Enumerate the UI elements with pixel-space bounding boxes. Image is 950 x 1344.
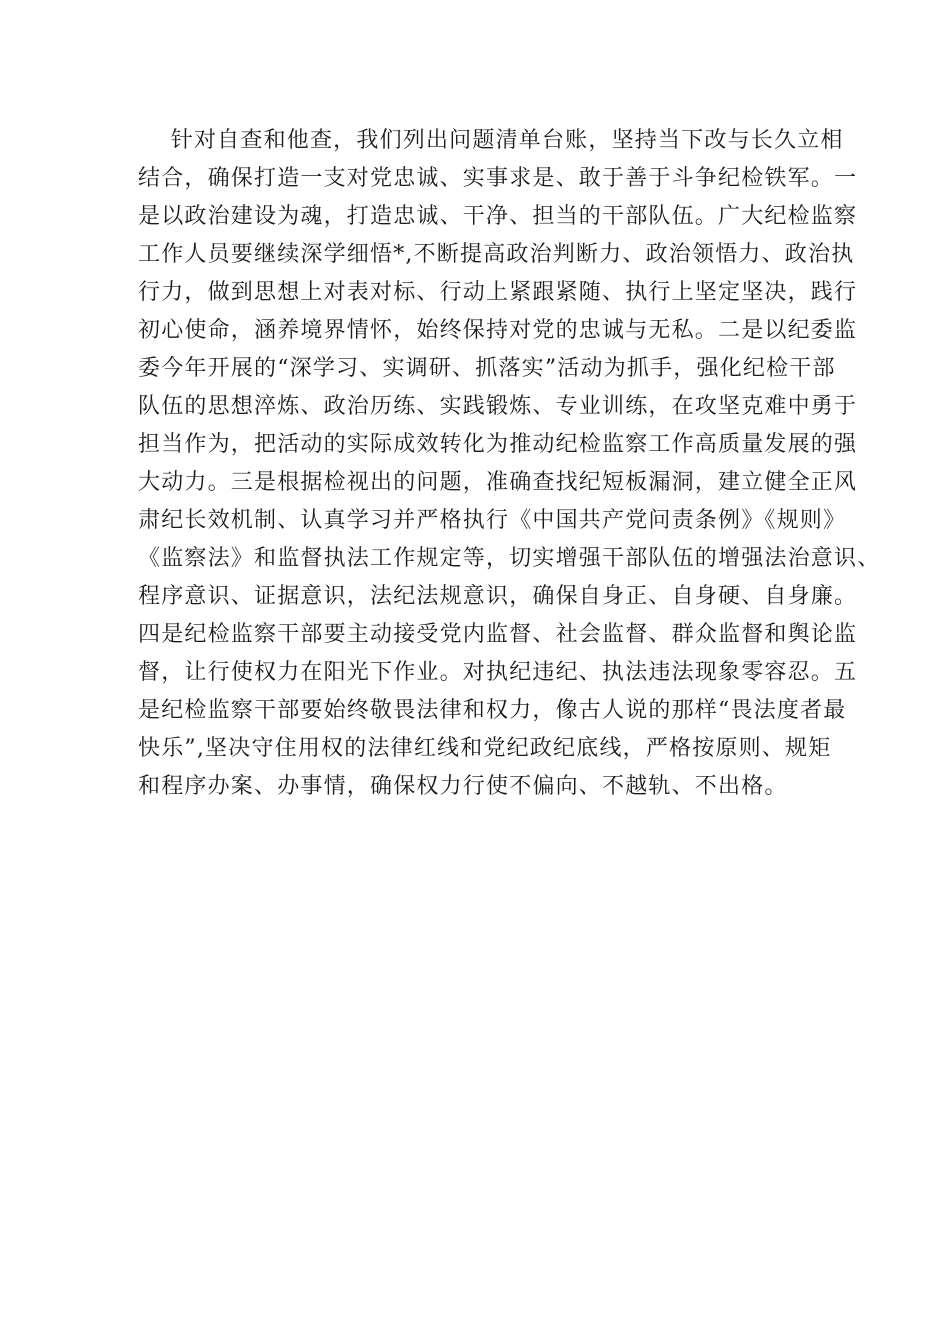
paragraph-line: 大动力。三是根据检视出的问题，准确查找纪短板漏洞，建立健全正风: [138, 470, 858, 495]
paragraph-line: 程序意识、证据意识，法纪法规意识，确保自身正、自身硬、自身廉。: [138, 584, 858, 609]
paragraph-line: 是以政治建设为魂，打造忠诚、干净、担当的干部队伍。广大纪检监察: [138, 204, 858, 229]
paragraph-line: 和程序办案、办事情，确保权力行使不偏向、不越轨、不出格。: [138, 774, 788, 799]
body-paragraph: [138, 122, 881, 806]
paragraph-line: 工作人员要继续深学细悟*,不断提高政治判断力、政治领悟力、政治执: [138, 242, 855, 267]
paragraph-line: 初心使命，涵养境界情怀，始终保持对党的忠诚与无私。二是以纪委监: [138, 318, 858, 343]
paragraph-line: 针对自查和他查，我们列出问题清单台账，坚持当下改与长久立相: [138, 128, 844, 153]
paragraph-line: 担当作为，把活动的实际成效转化为推动纪检监察工作高质量发展的强: [138, 432, 858, 457]
paragraph-line: 快乐”,坚决守住用权的法律红线和党纪政纪底线，严格按原则、规矩: [138, 736, 832, 761]
paragraph-line: 委今年开展的“深学习、实调研、抓落实”活动为抓手，强化纪检干部: [138, 356, 836, 381]
paragraph-line: 结合，确保打造一支对党忠诚、实事求是、敢于善于斗争纪检铁军。一: [138, 166, 858, 191]
paragraph-line: 督，让行使权力在阳光下作业。对执纪违纪、执法违法现象零容忍。五: [138, 660, 858, 685]
paragraph-line: 队伍的思想淬炼、政治历练、实践锻炼、专业训练，在攻坚克难中勇于: [138, 394, 858, 419]
paragraph-line: 是纪检监察干部要始终敬畏法律和权力，像古人说的那样“畏法度者最: [138, 698, 847, 723]
paragraph-line: 四是纪检监察干部要主动接受党内监督、社会监督、群众监督和舆论监: [138, 622, 858, 647]
paragraph-line: 《监察法》和监督执法工作规定等，切实增强干部队伍的增强法治意识、: [138, 546, 881, 571]
paragraph-line: 肃纪长效机制、认真学习并严格执行《中国共产党问责条例》《规则》: [138, 508, 847, 533]
paragraph-line: 行力，做到思想上对表对标、行动上紧跟紧随、执行上坚定坚决，践行: [138, 280, 858, 305]
